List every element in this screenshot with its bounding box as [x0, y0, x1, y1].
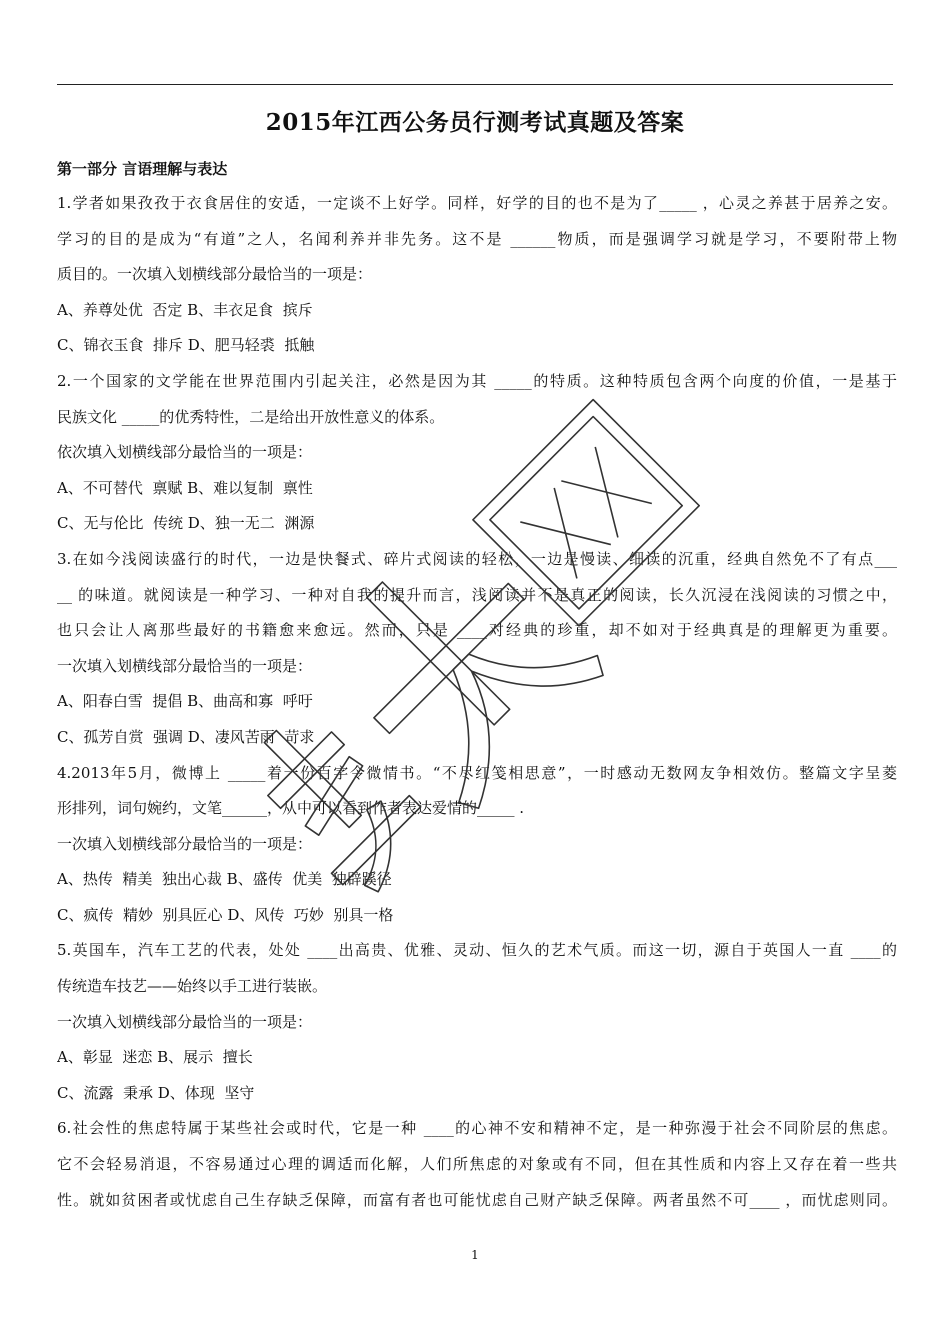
text-line: 4.2013年5月，微博上 _____着一份百字令微情书。“不尽红笺相思意”，一时感动无数网友争相效仿。整篇文字呈菱: [57, 763, 897, 782]
text-line: C、孤芳自赏 强调 D、凄风苦雨 苛求: [57, 727, 315, 746]
question-body: [57, 191, 897, 1223]
header-rule: [57, 84, 893, 85]
text-line: A、养尊处优 否定 B、丰衣足食 摈斥: [57, 300, 313, 319]
text-line: 形排列，词句婉约，文笔______，从中可以看到作者表达爱情的_____ .: [57, 799, 525, 818]
text-line: A、热传 精美 独出心裁 B、盛传 优美 独辟蹊径: [57, 870, 392, 889]
text-line: 民族文化 _____的优秀特性，二是给出开放性意义的体系。: [57, 407, 445, 426]
page-number: 1: [471, 1248, 479, 1262]
text-line: 2.一个国家的文学能在世界范围内引起关注，必然是因为其 _____的特质。这种特质包含两个向度的价值，一是基于: [57, 371, 897, 390]
text-line: A、阳春白雪 提倡 B、曲高和寡 呼吁: [57, 692, 313, 711]
text-line: __ 的味道。就阅读是一种学习、一种对自我的提升而言，浅阅读并不是真正的阅读，长久沉浸在浅阅读的习惯之中，: [57, 585, 897, 604]
text-line: 5.英国车，汽车工艺的代表，处处 ____出高贵、优雅、灵动、恒久的艺术气质。而这一切，源自于英国人一直 ____的: [57, 941, 897, 960]
text-line: C、锦衣玉食 排斥 D、肥马轻裘 抵触: [57, 336, 315, 355]
text-line: 一次填入划横线部分最恰当的一项是：: [57, 656, 313, 675]
text-line: 3.在如今浅阅读盛行的时代，一边是快餐式、碎片式阅读的轻松，一边是慢读、细读的沉重，经典自然免不了有点___: [57, 549, 897, 568]
text-line: 一次填入划横线部分最恰当的一项是：: [57, 834, 313, 853]
text-line: C、疯传 精妙 别具匠心 D、风传 巧妙 别具一格: [57, 905, 394, 924]
text-line: 一次填入划横线部分最恰当的一项是：: [57, 1012, 313, 1031]
text-line: A、彰显 迷恋 B、展示 擅长: [57, 1048, 253, 1067]
text-line: 也只会让人离那些最好的书籍愈来愈远。然而，只是 ____对经典的珍重，却不如对于经典真是的理解更为重要。: [57, 621, 897, 640]
text-line: 1.学者如果孜孜于衣食居住的安适，一定谈不上好学。同样，好学的目的也不是为了_____ ，心灵之养甚于居养之安。: [57, 194, 897, 212]
text-line: 性。就如贫困者或忧虑自己生存缺乏保障，而富有者也可能忧虑自己财产缺乏保障。两者虽然不可____ ，而忧虑则同。: [57, 1190, 897, 1209]
text-line: 6.社会性的焦虑特属于某些社会或时代，它是一种 ____的心神不安和精神不定，是一种弥漫于社会不同阶层的焦虑。: [57, 1119, 897, 1138]
section-heading: 第一部分 言语理解与表达: [57, 160, 228, 178]
document-title: 2015年江西公务员行测考试真题及答案: [265, 109, 685, 136]
text-line: 质目的。一次填入划横线部分最恰当的一项是：: [57, 265, 373, 284]
text-line: C、流露 秉承 D、体现 坚守: [57, 1083, 255, 1102]
text-line: C、无与伦比 传统 D、独一无二 渊源: [57, 514, 315, 533]
text-line: 依次填入划横线部分最恰当的一项是：: [57, 443, 313, 462]
text-line: 它不会轻易消退，不容易通过心理的调适而化解，人们所焦虑的对象或有不同，但在其性质和内容上又存在着一些共: [57, 1155, 897, 1174]
text-line: 学习的目的是成为“有道”之人，名闻利养并非先务。这不是 ______物质，而是强调学习就是学习，不要附带上物: [57, 229, 897, 248]
text-line: 传统造车技艺——始终以手工进行装嵌。: [57, 977, 328, 996]
text-line: A、不可替代 禀赋 B、难以复制 禀性: [57, 478, 313, 497]
